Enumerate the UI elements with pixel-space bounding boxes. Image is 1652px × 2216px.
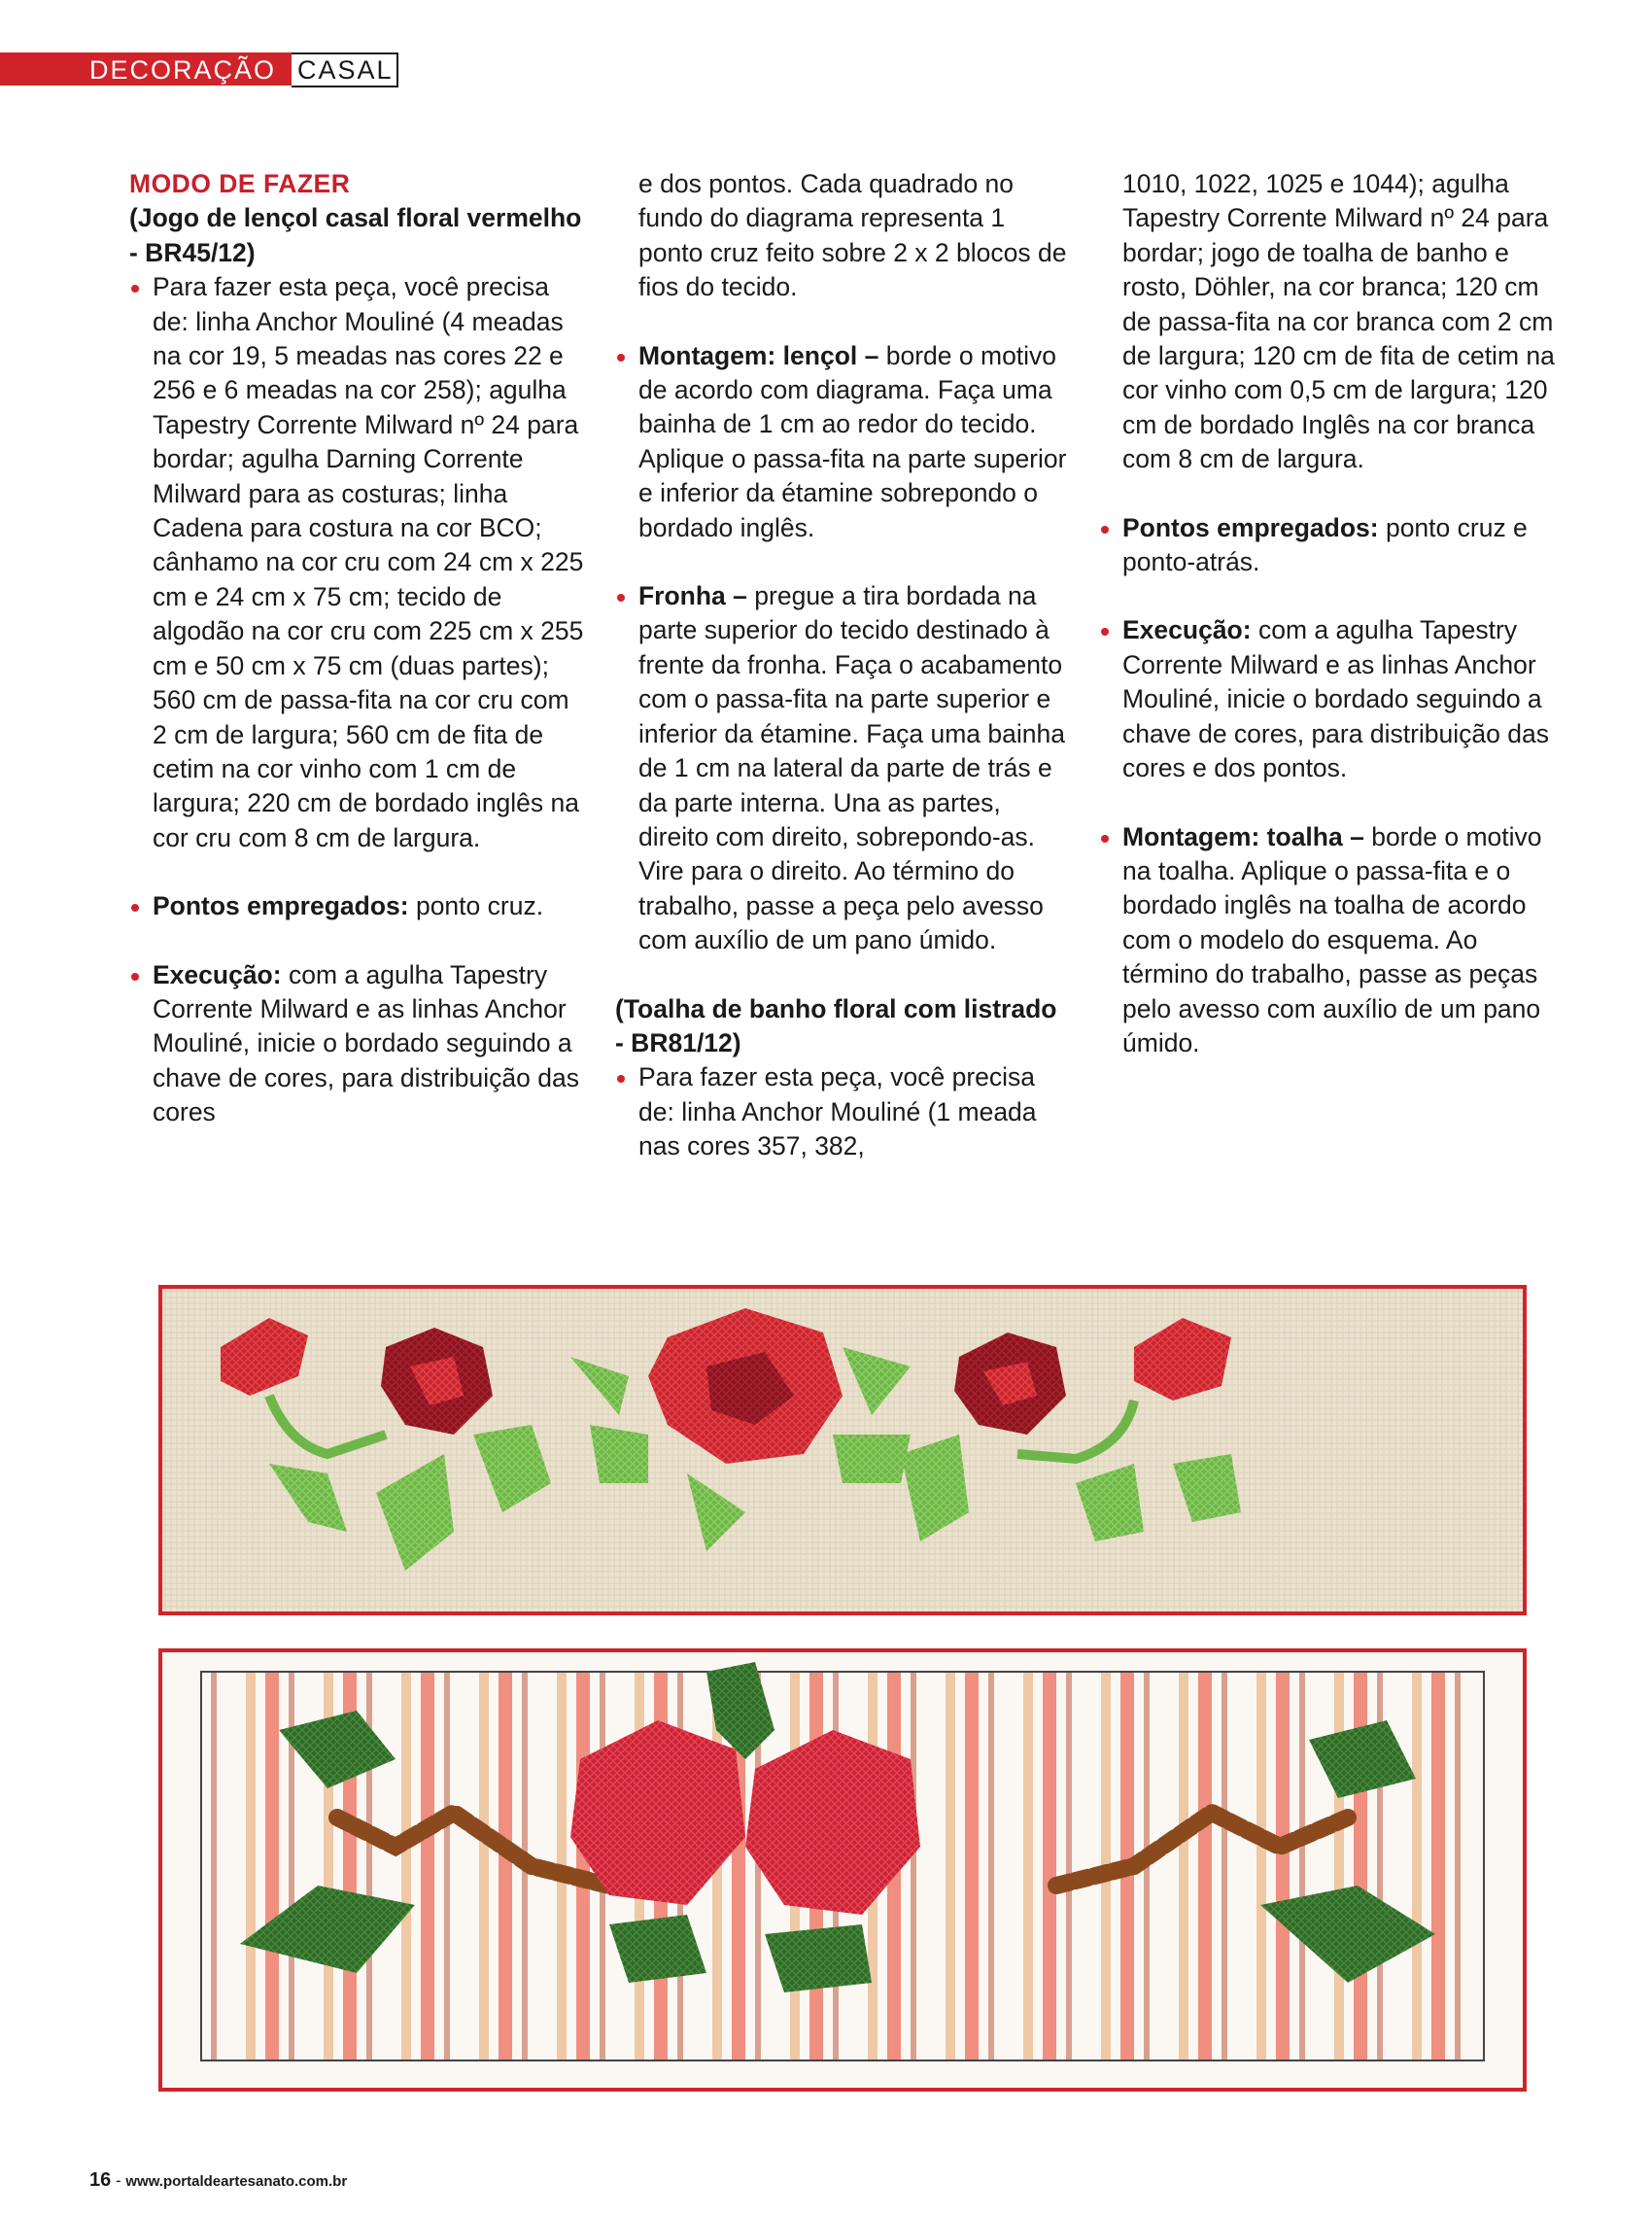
- rose-band-illustration: [162, 1289, 1523, 1611]
- assembly-sheet: Montagem: lençol – borde o motivo de acordo com diagrama. Faça uma bainha de 1 cm ao redor do tecido. Aplique o passa-fita na parte superior e inferior da étamine sobrepondo o bordado inglês.: [615, 339, 1072, 545]
- section-label: DECORAÇÃO: [89, 55, 277, 85]
- embroidery-photo-sheet: [158, 1285, 1527, 1615]
- project-1-title: (Jogo de lençol casal floral vermelho - BR45/12): [129, 203, 582, 267]
- page-number: 16: [89, 2169, 112, 2191]
- topic-box: [292, 52, 398, 87]
- striped-rose-band-illustration: [162, 1652, 1523, 2088]
- execution-2: Execução: com a agulha Tapestry Corrente Milward e as linhas Anchor Mouliné, inicie o bordado seguindo a chave de cores, para distribuição das cores e dos pontos.: [1099, 613, 1566, 785]
- assembly-pillowcase: Fronha – pregue a tira bordada na parte superior do tecido destinado à frente da fronha. Faça o acabamento com o passa-fita na parte superior e inferior da étamine. Faça uma bainha de 1 cm na lateral da parte de trás e da parte interna. Una as partes, direito com direito, sobrepondo-as. Vire para o direito. Ao término do trabalho, passe a peça pelo avesso com auxílio de um pano úmido.: [615, 579, 1072, 957]
- topic-label: CASAL: [297, 55, 394, 85]
- page-footer: 16 - www.portaldeartesanato.com.br: [89, 2169, 348, 2191]
- execution-1: Execução: com a agulha Tapestry Corrente Milward e as linhas Anchor Mouliné, inicie o bordado seguindo a chave de cores, para distribuição das cores: [129, 958, 586, 1130]
- project-2-title: (Toalha de banho floral com listrado - BR81/12): [615, 993, 1057, 1057]
- execution-1-cont: e dos pontos. Cada quadrado no fundo do diagrama representa 1 ponto cruz feito sobre 2 x 2 blocos de fios do tecido.: [638, 169, 1067, 302]
- column-3: [1099, 167, 1566, 1060]
- embroidery-photo-towel: [158, 1648, 1527, 2092]
- section-header: [0, 52, 400, 86]
- stitches-2: Pontos empregados: ponto cruz e ponto-atrás.: [1099, 511, 1566, 580]
- materials-list-2: Para fazer esta peça, você precisa de: linha Anchor Mouliné (1 meada nas cores 357, 382,: [615, 1060, 1072, 1163]
- column-2: [615, 167, 1072, 1164]
- website-url: www.portaldeartesanato.com.br: [125, 2173, 348, 2190]
- assembly-towel: Montagem: toalha – borde o motivo na toalha. Aplique o passa-fita e o bordado inglês na toalha de acordo com o modelo do esquema. Ao término do trabalho, passe as peças pelo avesso com auxílio de um pano úmido.: [1099, 820, 1566, 1061]
- stitches-1: Pontos empregados: ponto cruz.: [129, 889, 586, 923]
- materials-list-1: Para fazer esta peça, você precisa de: linha Anchor Mouliné (4 meadas na cor 19, 5 meadas nas cores 22 e 256 e 6 meadas na cor 258); agulha Tapestry Corrente Milward nº 24 para bordar; agulha Darning Corrente Milward para as costuras; linha Cadena para costura na cor BCO; cânhamo na cor cru com 24 cm x 225 cm e 24 cm x 75 cm; tecido de algodão na cor cru com 225 cm x 255 cm e 50 cm x 75 cm (duas partes); 560 cm de passa-fita na cor cru com 2 cm de largura; 560 cm de fita de cetim na cor vinho com 1 cm de largura; 220 cm de bordado inglês na cor cru com 8 cm de largura.: [129, 270, 586, 855]
- column-1: [129, 167, 586, 1130]
- materials-list-2-cont: 1010, 1022, 1025 e 1044); agulha Tapestry Corrente Milward nº 24 para bordar; jogo de toalha de banho e rosto, Döhler, na cor branca; 120 cm de passa-fita na cor branca com 2 cm de largura; 120 cm de fita de cetim na cor vinho com 0,5 cm de largura; 120 cm de bordado Inglês na cor branca com 8 cm de largura.: [1122, 169, 1555, 474]
- instructions-title: MODO DE FAZER: [129, 169, 351, 198]
